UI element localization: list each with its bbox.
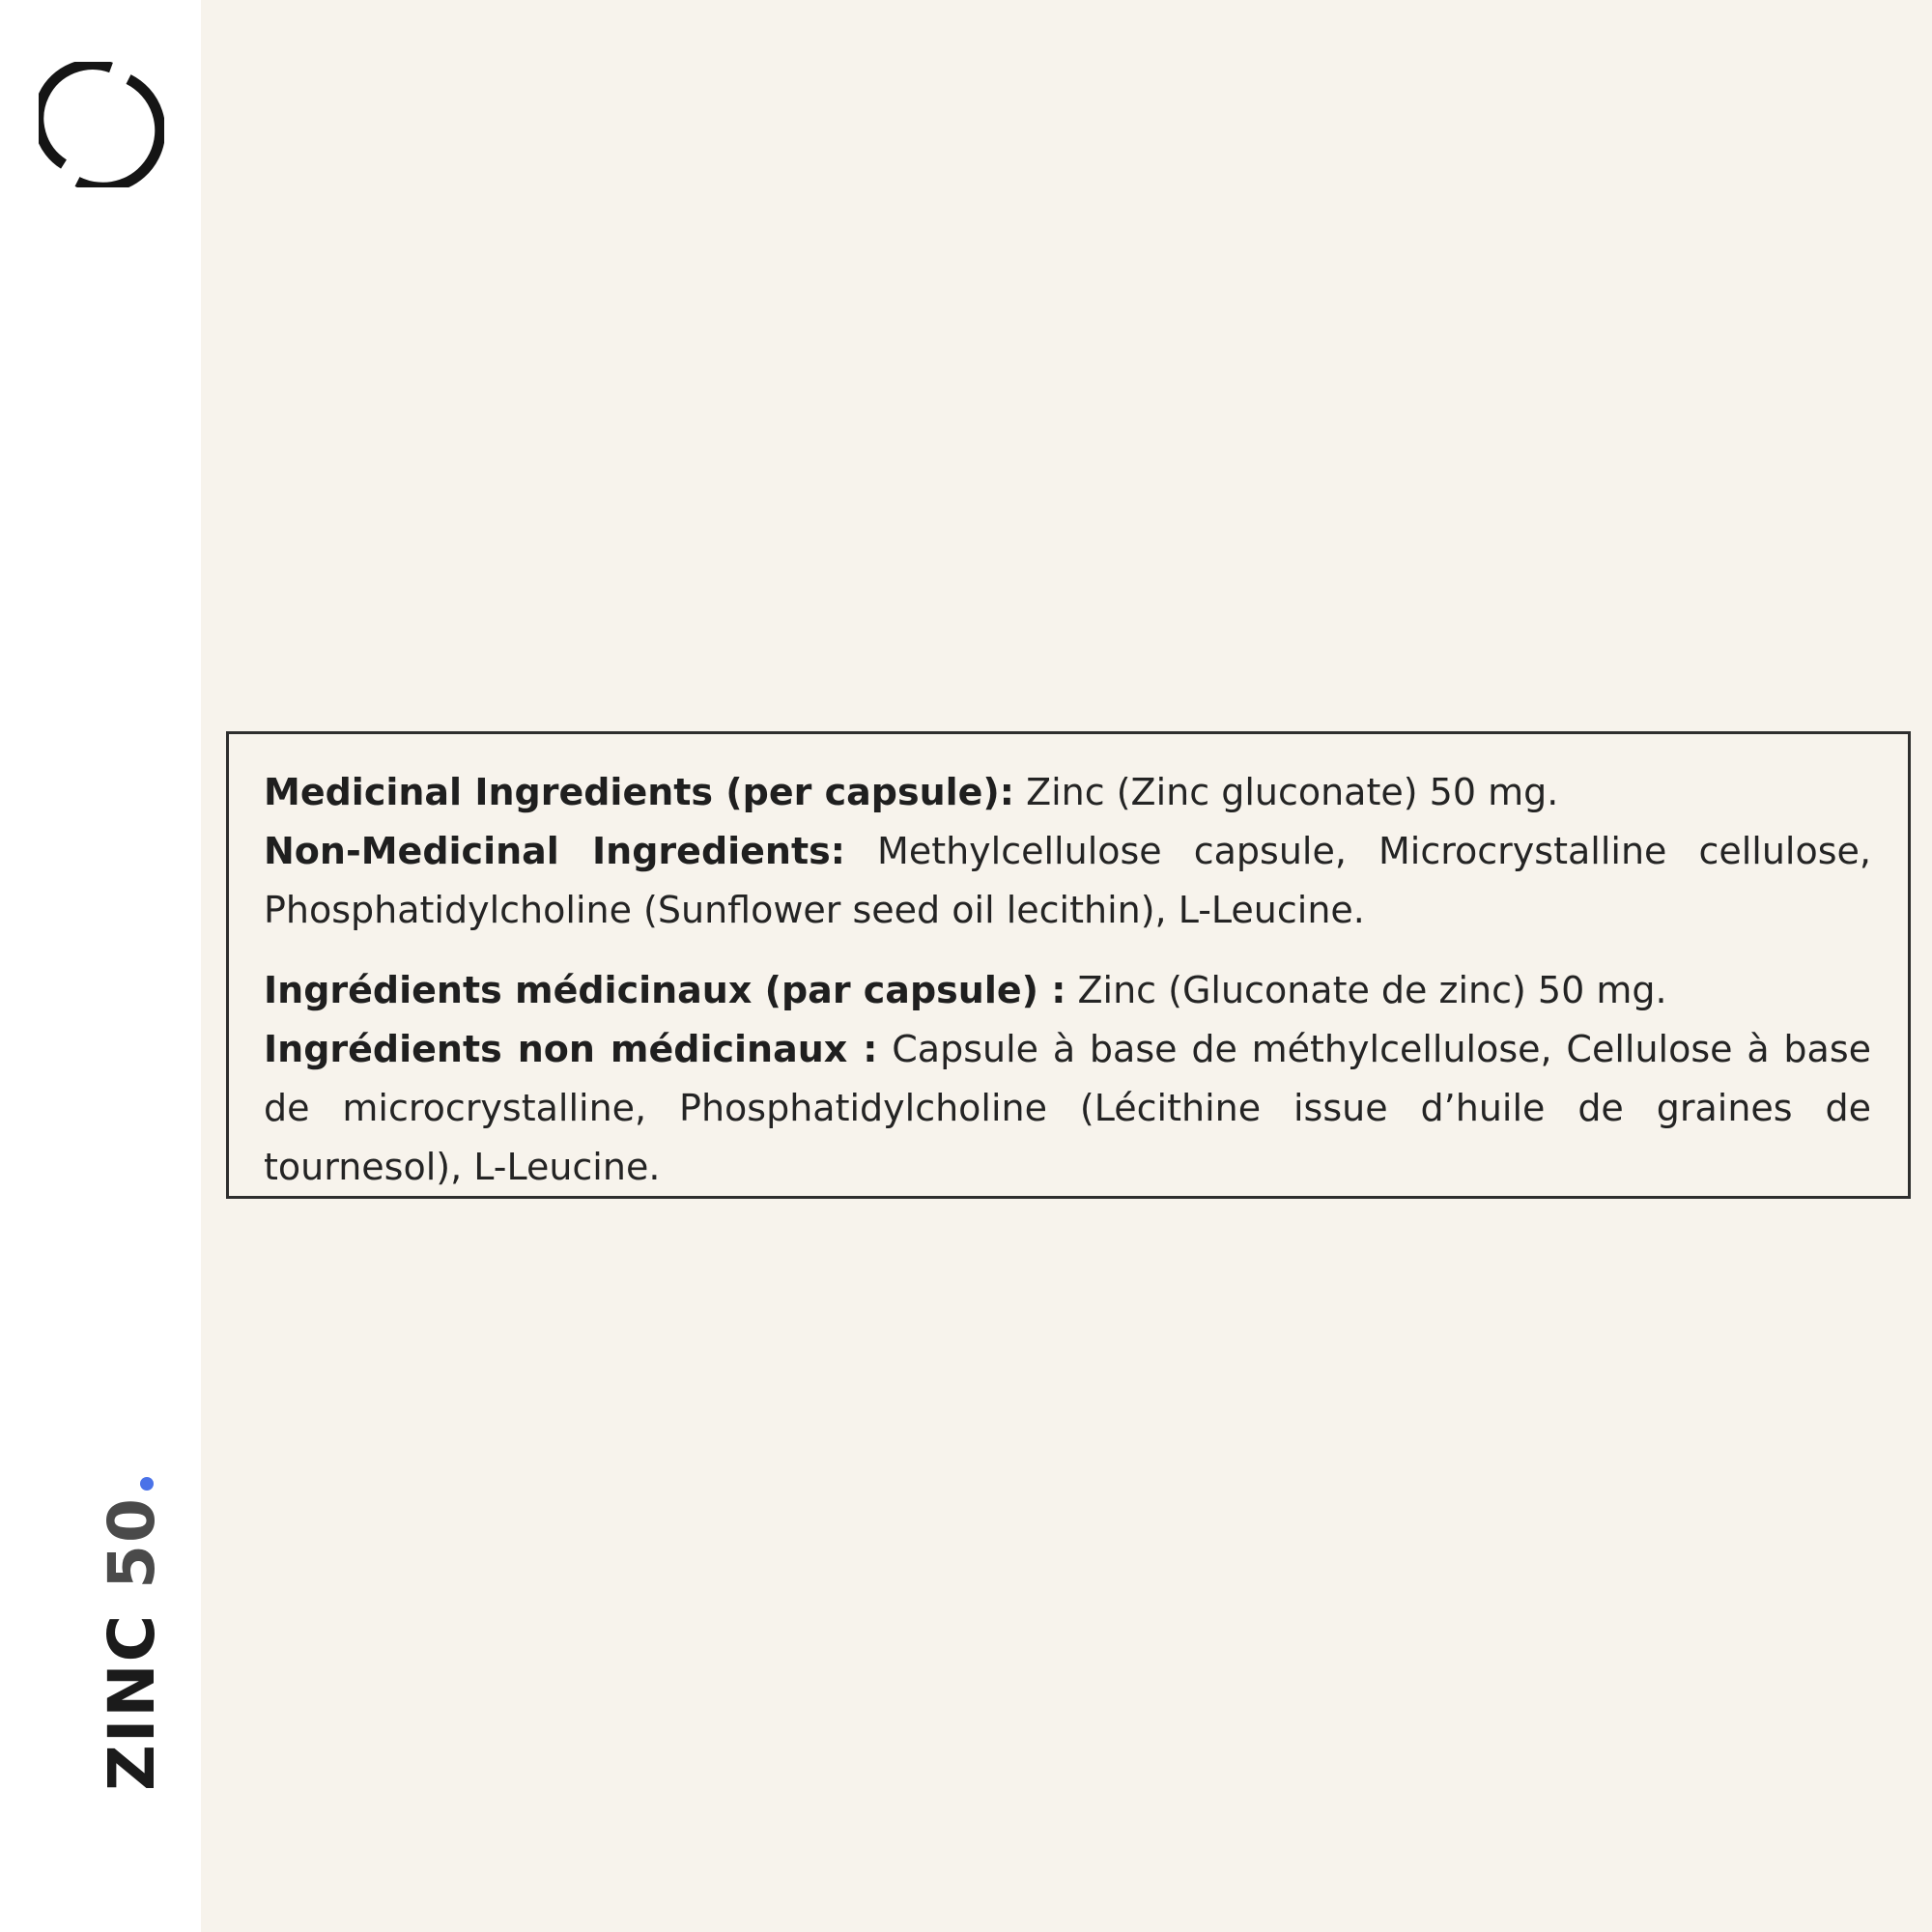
english-medicinal-label: Medicinal Ingredients (per capsule): — [264, 771, 1014, 813]
product-strength: 50 — [95, 1496, 169, 1589]
english-non-medicinal-ingredients — [264, 822, 1871, 940]
english-non-medicinal-text: Methylcellulose capsule, Microcrystalline cellulose, Phosphatidylcholine (Sunflower seed oil lecithin), L-Leucine. — [264, 830, 1871, 931]
french-medicinal-ingredients — [264, 961, 1871, 1020]
english-medicinal-text: Zinc (Zinc gluconate) 50 mg. — [1014, 771, 1559, 813]
french-medicinal-text: Zinc (Gluconate de zinc) 50 mg. — [1065, 969, 1667, 1011]
language-divider-space — [264, 940, 1871, 961]
french-non-medicinal-ingredients — [264, 1020, 1871, 1197]
accent-dot-icon — [140, 1477, 154, 1491]
open-circle-logo-icon — [39, 62, 164, 187]
english-medicinal-ingredients — [264, 763, 1871, 822]
ingredients-panel — [226, 731, 1911, 1199]
product-name — [95, 1477, 169, 1791]
french-non-medicinal-text: Capsule à base de méthylcellulose, Cellulose à base de microcrystalline, Phosphatidylcholine (Lécithine issue d’huile de graines de tournesol), L-Leucine. — [264, 1028, 1872, 1188]
english-non-medicinal-label: Non-Medicinal Ingredients: — [264, 830, 845, 872]
french-medicinal-label: Ingrédients médicinaux (par capsule) : — [264, 969, 1066, 1011]
sidebar — [0, 0, 201, 1932]
product-name-text: ZINC — [95, 1612, 169, 1791]
french-non-medicinal-label: Ingrédients non médicinaux : — [264, 1028, 878, 1070]
